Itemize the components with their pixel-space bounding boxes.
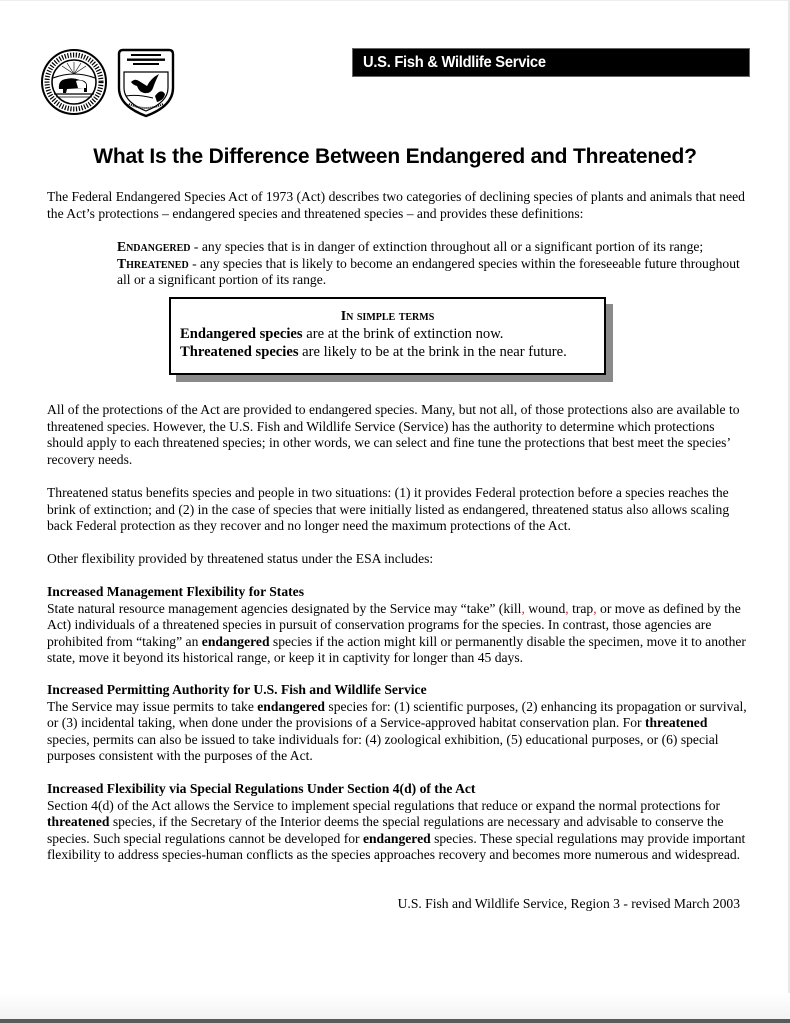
definitions [117, 239, 747, 289]
term-threatened: Threatened [117, 255, 189, 271]
simple-terms-title: In simple terms [340, 309, 435, 324]
simple-terms-endangered-label: Endangered species [180, 326, 303, 342]
simple-terms-threatened-text: are likely to be at the brink in the near future. [298, 344, 567, 360]
term-endangered: Endangered [117, 239, 191, 254]
agency-header-bar [352, 48, 750, 77]
protections-paragraph: All of the protections of the Act are provided to endangered species. Many, but not all, of those protections also are available to threatened species. However, the U.S. Fish and Wildlife Service (Service) has the authority to determine which protections should apply to each threatened species; in other words, we can select and fine tune the protections that best meet the species’ recovery needs. [47, 402, 740, 467]
section-permitting-authority [47, 682, 747, 765]
section-text: species, if the Secretary of the Interior deems the special regulations are necessary and advisable to conserve the species. Such special regulations cannot be developed for [47, 814, 724, 846]
intro-paragraph: The Federal Endangered Species Act of 1973 (Act) describes two categories of declining species of plants and animals that need the Act’s protections – endangered species and threatened species – and provides these definitions: [47, 189, 745, 221]
red-comma: , [565, 600, 569, 616]
definition-endangered-text: - any species that is in danger of extinction throughout all or a significant portion of its range; [190, 239, 704, 254]
page-bottom-fade [0, 993, 790, 1019]
section-text: species for: (1) scientific purposes, (2) enhancing its propagation or survival, or (3) incidental taking, when done under the provisions of a Service-approved habitat conservation plan. For [47, 698, 747, 730]
other-flexibility-paragraph: Other flexibility provided by threatened status under the ESA includes: [47, 551, 434, 566]
footer-credit: U.S. Fish and Wildlife Service, Region 3 - revised March 2003 [397, 896, 740, 911]
emphasis-threatened: threatened [644, 715, 708, 730]
agency-name: U.S. Fish & Wildlife Service [363, 54, 546, 71]
section-heading: Increased Permitting Authority for U.S. Fish and Wildlife Service [47, 682, 427, 697]
section-text: species if the action might kill or permanently disable the specimen, move it to another state, move it beyond its historical range, or keep it in captivity for longer than 45 days. [47, 633, 746, 665]
definition-threatened-text: - any species that is likely to become an endangered species within the foreseeable future throughout all or a significant portion of its range. [117, 255, 740, 287]
red-comma: , [593, 600, 597, 616]
benefits-paragraph: Threatened status benefits species and people in two situations: (1) it provides Federal protection before a species reaches the brink of extinction; and (2) in the case of species that were initially listed as endangered, threatened status also allows scaling back Federal protection as they recover and no longer need the maximum protections of the Act. [47, 485, 730, 533]
simple-terms-threatened-label: Threatened species [180, 344, 299, 360]
simple-terms-threatened [180, 343, 604, 361]
section-text: or move as defined by the Act) individuals of a threatened species in pursuit of conservation programs for the species. In contrast, those agencies are prohibited from “taking” an [47, 600, 741, 649]
section-heading: Increased Management Flexibility for States [47, 584, 304, 599]
section-text: Section 4(d) of the Act allows the Service to implement special regulations that reduce or expand the normal protections for [47, 797, 721, 813]
viewer-bottom-bar [0, 1019, 790, 1023]
red-comma: , [521, 600, 525, 616]
department-of-interior-seal-icon [40, 48, 108, 116]
section-text: State natural resource management agencies designated by the Service may “take” (kill [47, 600, 522, 616]
page-title: What Is the Difference Between Endangered and Threatened? [93, 145, 697, 168]
section-text: species, permits can also be issued to take individuals for: (4) zoological exhibition, (5) educational purposes, or (6) special purposes consistent with the purposes of the Act. [47, 731, 719, 763]
fish-wildlife-service-shield-icon [117, 48, 175, 118]
section-special-regulations [47, 781, 747, 864]
definition-threatened [117, 256, 747, 289]
section-state-flexibility [47, 584, 747, 667]
simple-terms-endangered-text: are at the brink of extinction now. [302, 326, 504, 342]
section-text: trap [568, 600, 594, 616]
section-text: The Service may issue permits to take [47, 698, 258, 714]
emphasis-endangered: endangered [257, 698, 325, 714]
simple-terms-box [169, 297, 606, 375]
section-heading: Increased Flexibility via Special Regulations Under Section 4(d) of the Act [47, 781, 476, 796]
emphasis-endangered: endangered [362, 830, 431, 846]
definition-endangered [117, 239, 747, 256]
section-text: species. These special regulations may provide important flexibility to address species-human conflicts as the species approaches recovery and becomes more numerous and widespread. [47, 830, 746, 862]
section-text: wound [524, 600, 566, 616]
emphasis-threatened: threatened [47, 814, 110, 829]
emphasis-endangered: endangered [201, 633, 270, 649]
simple-terms-endangered [180, 325, 604, 343]
